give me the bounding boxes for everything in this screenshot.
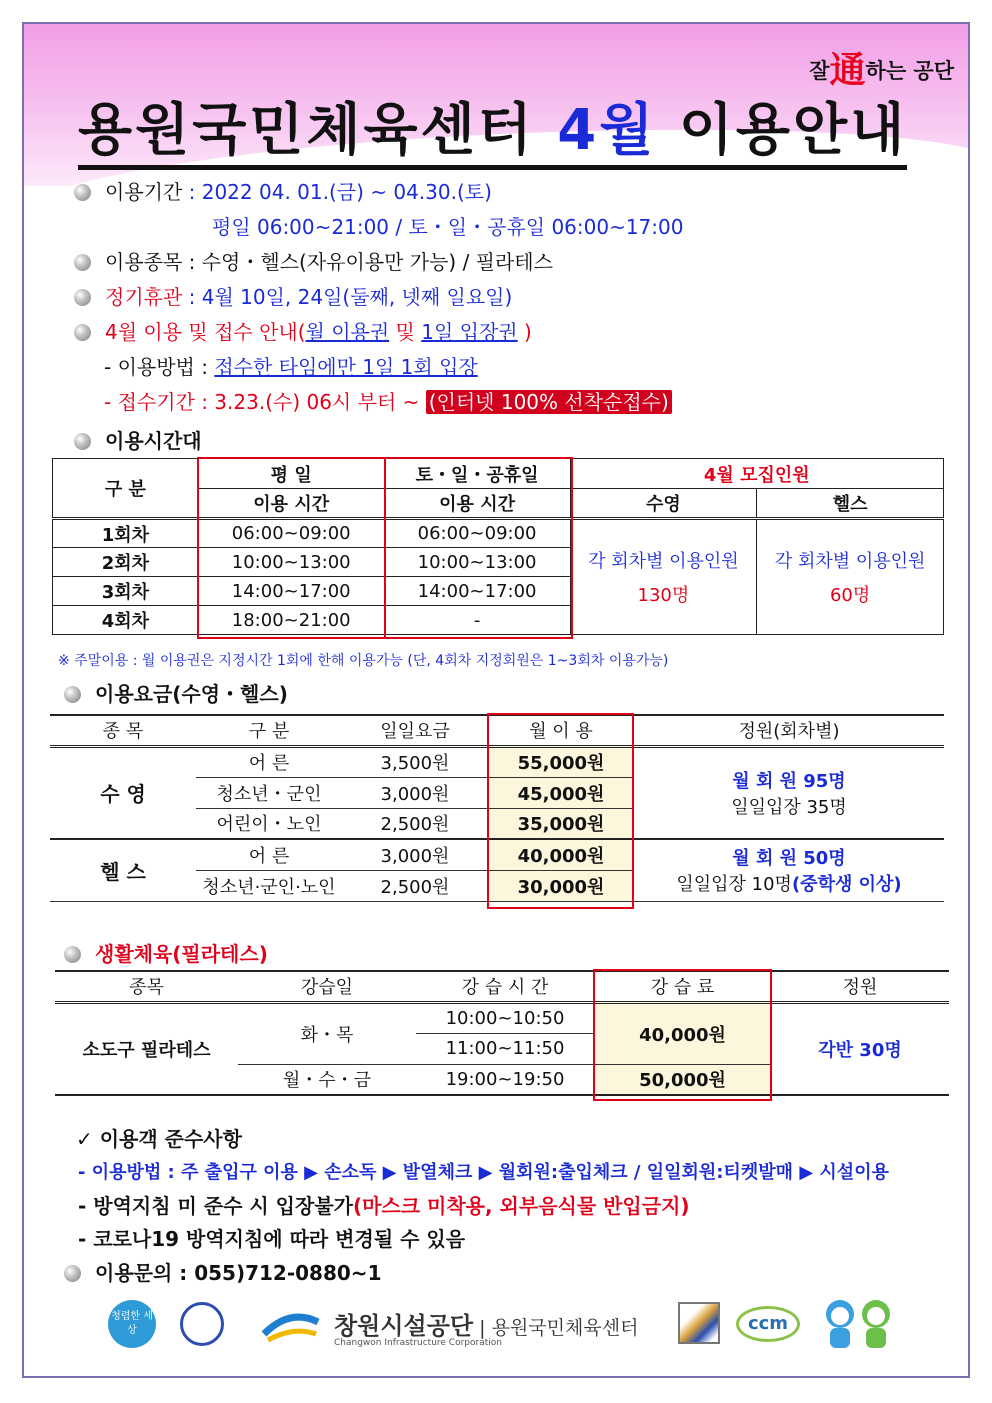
h-daily: 일일요금 — [342, 715, 488, 746]
schedule-table — [52, 458, 944, 635]
swim-name: 수 영 — [50, 746, 196, 839]
table-row — [50, 746, 944, 777]
fee-monthly: 30,000원 — [488, 870, 634, 901]
rules-line2: - 방역지침 미 준수 시 입장불가(마스크 미착용, 외부음식물 반입금지) — [78, 1194, 690, 1218]
gym-name: 헬 스 — [50, 839, 196, 901]
gym-cap2-hl: (중학생 이상) — [791, 874, 902, 896]
h-gubun: 구 분 — [196, 715, 342, 746]
gym-count: 60명 — [829, 585, 871, 606]
weekend-time: 14:00~17:00 — [384, 577, 570, 606]
weekend-time: - — [384, 606, 570, 635]
row-name: 3회차 — [53, 577, 199, 606]
mascot-icon — [818, 1296, 898, 1354]
col-recruit: 4월 모집인원 — [570, 459, 943, 489]
bullet-icon — [74, 184, 91, 201]
reg-line: - 접수기간 : 3.23.(수) 06시 부터 ~ (인터넷 100% 선착순접수) — [104, 386, 672, 415]
weekend-note: ※ 주말이용 : 월 이용권은 지정시간 1회에 한해 이용가능 (단, 4회차 지정회원은 1~3회차 이용가능) — [58, 653, 669, 669]
pilates-time: 11:00~11:50 — [416, 1033, 594, 1064]
pilates-table — [55, 970, 949, 1096]
bullet-icon — [74, 254, 91, 271]
fee-monthly: 35,000원 — [488, 808, 634, 839]
weekend-time: 10:00~13:00 — [384, 548, 570, 577]
swim-recruit — [570, 519, 757, 635]
fee-gubun: 청소년·군인·노인 — [196, 870, 342, 901]
fees-section-title: 이용요금(수영・헬스) — [64, 678, 288, 707]
sub-swim: 수영 — [570, 489, 757, 519]
h-item: 종 목 — [50, 715, 196, 746]
bullet-icon — [74, 433, 91, 450]
corp-name-en: Changwon Infrastructure Corporation — [334, 1338, 502, 1348]
h-cap: 정원 — [771, 971, 949, 1002]
col-gubun: 구 분 — [53, 459, 199, 519]
h-monthly: 월 이 용 — [488, 715, 634, 746]
weekend-time: 06:00~09:00 — [384, 519, 570, 548]
fees-table — [50, 714, 944, 902]
fee-monthly: 40,000원 — [488, 839, 634, 870]
row-name: 1회차 — [53, 519, 199, 548]
h-fee: 강 습 료 — [594, 971, 771, 1002]
bullet-icon — [74, 324, 91, 341]
row-name: 2회차 — [53, 548, 199, 577]
contact-line: 이용문의 : 055)712-0880~1 — [64, 1257, 381, 1286]
fee-monthly: 45,000원 — [488, 777, 634, 808]
table-row — [55, 1002, 949, 1033]
cert-logo — [678, 1302, 720, 1344]
pilates-fee: 50,000원 — [594, 1064, 771, 1095]
sub-time: 이용 시간 — [198, 489, 384, 519]
fee-gubun: 어린이・노인 — [196, 808, 342, 839]
gym-text: 각 회차별 이용인원 — [774, 551, 926, 572]
h-item: 종목 — [55, 971, 238, 1002]
pilates-day: 화・목 — [238, 1002, 416, 1064]
corp-logo-icon — [260, 1304, 322, 1348]
slogan: 잘通하는 공단 — [809, 50, 954, 91]
rules-line3: - 코로나19 방역지침에 따라 변경될 수 있음 — [78, 1227, 466, 1251]
weekday-time: 18:00~21:00 — [198, 606, 384, 635]
gym-capacity — [634, 839, 944, 901]
sub-gym: 헬스 — [757, 489, 944, 519]
schedule-section-title: 이용시간대 — [74, 425, 202, 454]
fee-daily: 3,500원 — [342, 746, 488, 777]
footer-logos — [80, 1296, 900, 1356]
bullet-icon — [64, 1265, 81, 1282]
swim-cap2: 일일입장 35명 — [731, 796, 847, 818]
sub-time: 이용 시간 — [384, 489, 570, 519]
method-line: - 이용방법 : 접수한 타임에만 1일 1회 입장 — [104, 355, 478, 379]
h-capacity: 정원(회차별) — [634, 715, 944, 746]
items-line: 이용종목 : 수영・헬스(자유이용만 가능) / 필라테스 — [74, 246, 553, 275]
table-row — [50, 839, 944, 870]
swim-count: 130명 — [637, 585, 690, 606]
corp-name: 창원시설공단 | 용원국민체육센터 — [334, 1312, 639, 1340]
pilates-time: 10:00~10:50 — [416, 1002, 594, 1033]
period-line: 이용기간 : 2022 04. 01.(금) ~ 04.30.(토) — [74, 176, 492, 205]
rules-title: ✓ 이용객 준수사항 — [76, 1127, 242, 1151]
hours-line: 평일 06:00~21:00 / 토・일・공휴일 06:00~17:00 — [212, 215, 684, 239]
gym-recruit — [757, 519, 944, 635]
h-day: 강습일 — [238, 971, 416, 1002]
fee-gubun: 청소년・군인 — [196, 777, 342, 808]
weekday-time: 10:00~13:00 — [198, 548, 384, 577]
fee-daily: 2,500원 — [342, 870, 488, 901]
bullet-icon — [74, 289, 91, 306]
swim-text: 각 회차별 이용인원 — [588, 551, 739, 572]
swim-capacity — [634, 746, 944, 839]
pilates-cap: 각반 30명 — [771, 1002, 949, 1095]
pilates-section-title: 생활체육(필라테스) — [64, 938, 268, 967]
gym-cap1: 월 회 원 50명 — [732, 848, 846, 870]
ccm-logo: ccm — [736, 1306, 800, 1342]
bullet-icon — [64, 946, 81, 963]
seal-logo — [180, 1302, 224, 1346]
row-name: 4회차 — [53, 606, 199, 635]
page-title: 용원국민체육센터 4월 이용안내 — [78, 86, 907, 166]
rules-line1: - 이용방법 : 주 출입구 이용 ▶ 손소독 ▶ 발열체크 ▶ 월회원:출입체크 / 일일회원:티켓발매 ▶ 시설이용 — [78, 1162, 889, 1183]
fee-monthly: 55,000원 — [488, 746, 634, 777]
fee-daily: 3,000원 — [342, 777, 488, 808]
closed-line: 정기휴관 : 4월 10일, 24일(둘째, 넷째 일요일) — [74, 281, 512, 310]
notice-line: 4월 이용 및 접수 안내(월 이용권 및 1일 입장권 ) — [74, 316, 532, 345]
col-weekday: 평 일 — [198, 459, 384, 489]
pilates-name: 소도구 필라테스 — [55, 1002, 238, 1095]
fee-gubun: 어 른 — [196, 746, 342, 777]
col-weekend: 토・일・공휴일 — [384, 459, 570, 489]
gym-cap2: 일일입장 10명 — [676, 874, 792, 896]
table-row — [53, 519, 944, 548]
pilates-day: 월・수・금 — [238, 1064, 416, 1095]
weekday-time: 14:00~17:00 — [198, 577, 384, 606]
fee-gubun: 어 른 — [196, 839, 342, 870]
integrity-logo: 청렴한 세상 — [108, 1300, 156, 1348]
fee-daily: 2,500원 — [342, 808, 488, 839]
pilates-time: 19:00~19:50 — [416, 1064, 594, 1095]
fee-daily: 3,000원 — [342, 839, 488, 870]
bullet-icon — [64, 686, 81, 703]
swim-cap1: 월 회 원 95명 — [732, 770, 846, 792]
h-time: 강 습 시 간 — [416, 971, 594, 1002]
weekday-time: 06:00~09:00 — [198, 519, 384, 548]
pilates-fee: 40,000원 — [594, 1002, 771, 1064]
